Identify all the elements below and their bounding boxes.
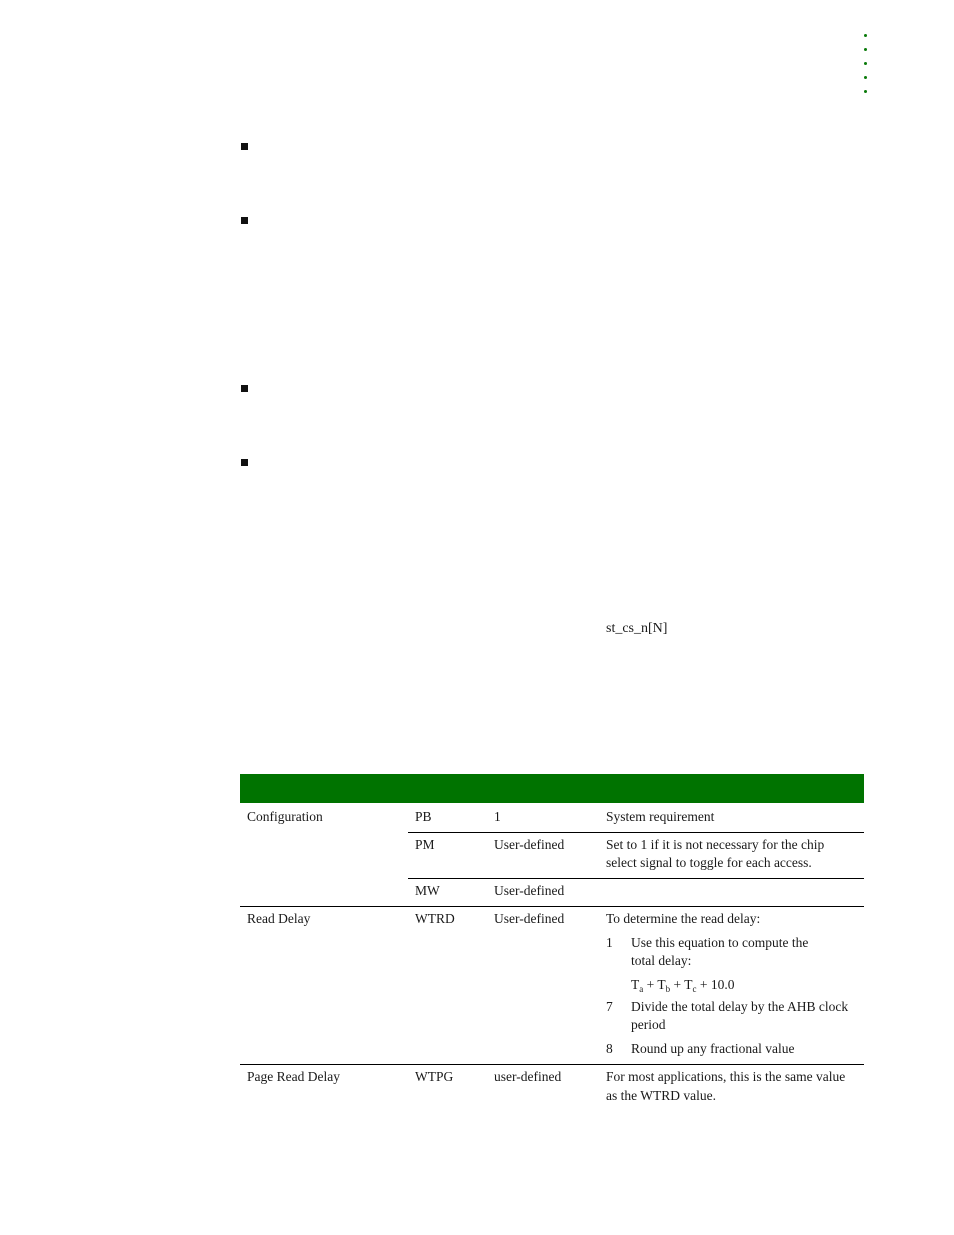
cell-param: MW [415,883,440,898]
bullet-marker [241,217,248,224]
cell-value: User-defined [494,883,565,898]
bullet-marker [241,385,248,392]
step-text: Round up any fractional value [631,1041,795,1056]
cell-value: User-defined [494,837,565,852]
step-text: Use this equation to compute the [631,935,809,950]
bullet-marker [241,143,248,150]
cell-desc: To determine the read delay: [606,911,761,926]
cell-value: User-defined [494,911,565,926]
cell-param: WTPG [415,1069,454,1084]
cell-param: WTRD [415,911,455,926]
step-text: period [631,1017,666,1032]
cell-value: user-defined [494,1069,562,1084]
cell-desc: For most applications, this is the same value [606,1069,846,1084]
cell-desc: System requirement [606,809,715,824]
step-text: total delay: [631,953,692,968]
cell-desc: Set to 1 if it is not necessary for the chip [606,837,825,852]
cell-desc: select signal to toggle for each access. [606,855,812,870]
row-divider [240,1064,864,1065]
row-divider [240,906,864,907]
cell-param: PM [415,837,435,852]
row-divider [408,832,864,833]
margin-dots [864,34,868,104]
signal-name: st_cs_n[N] [606,621,668,636]
step-number: 7 [606,999,613,1014]
cell-group: Page Read Delay [247,1069,340,1084]
cell-group: Read Delay [247,911,311,926]
step-number: 8 [606,1041,613,1056]
cell-param: PB [415,809,432,824]
cell-group: Configuration [247,809,323,824]
parameter-table [240,774,864,1103]
cell-desc: as the WTRD value. [606,1088,716,1103]
cell-value: 1 [494,809,501,824]
delay-equation: $T_a + T_b + T_c + 10.0$ [631,977,735,994]
step-text: Divide the total delay by the AHB clock [631,999,849,1014]
table-header-bar [240,774,864,803]
step-number: 1 [606,935,613,950]
row-divider [408,878,864,879]
bullet-marker [241,459,248,466]
